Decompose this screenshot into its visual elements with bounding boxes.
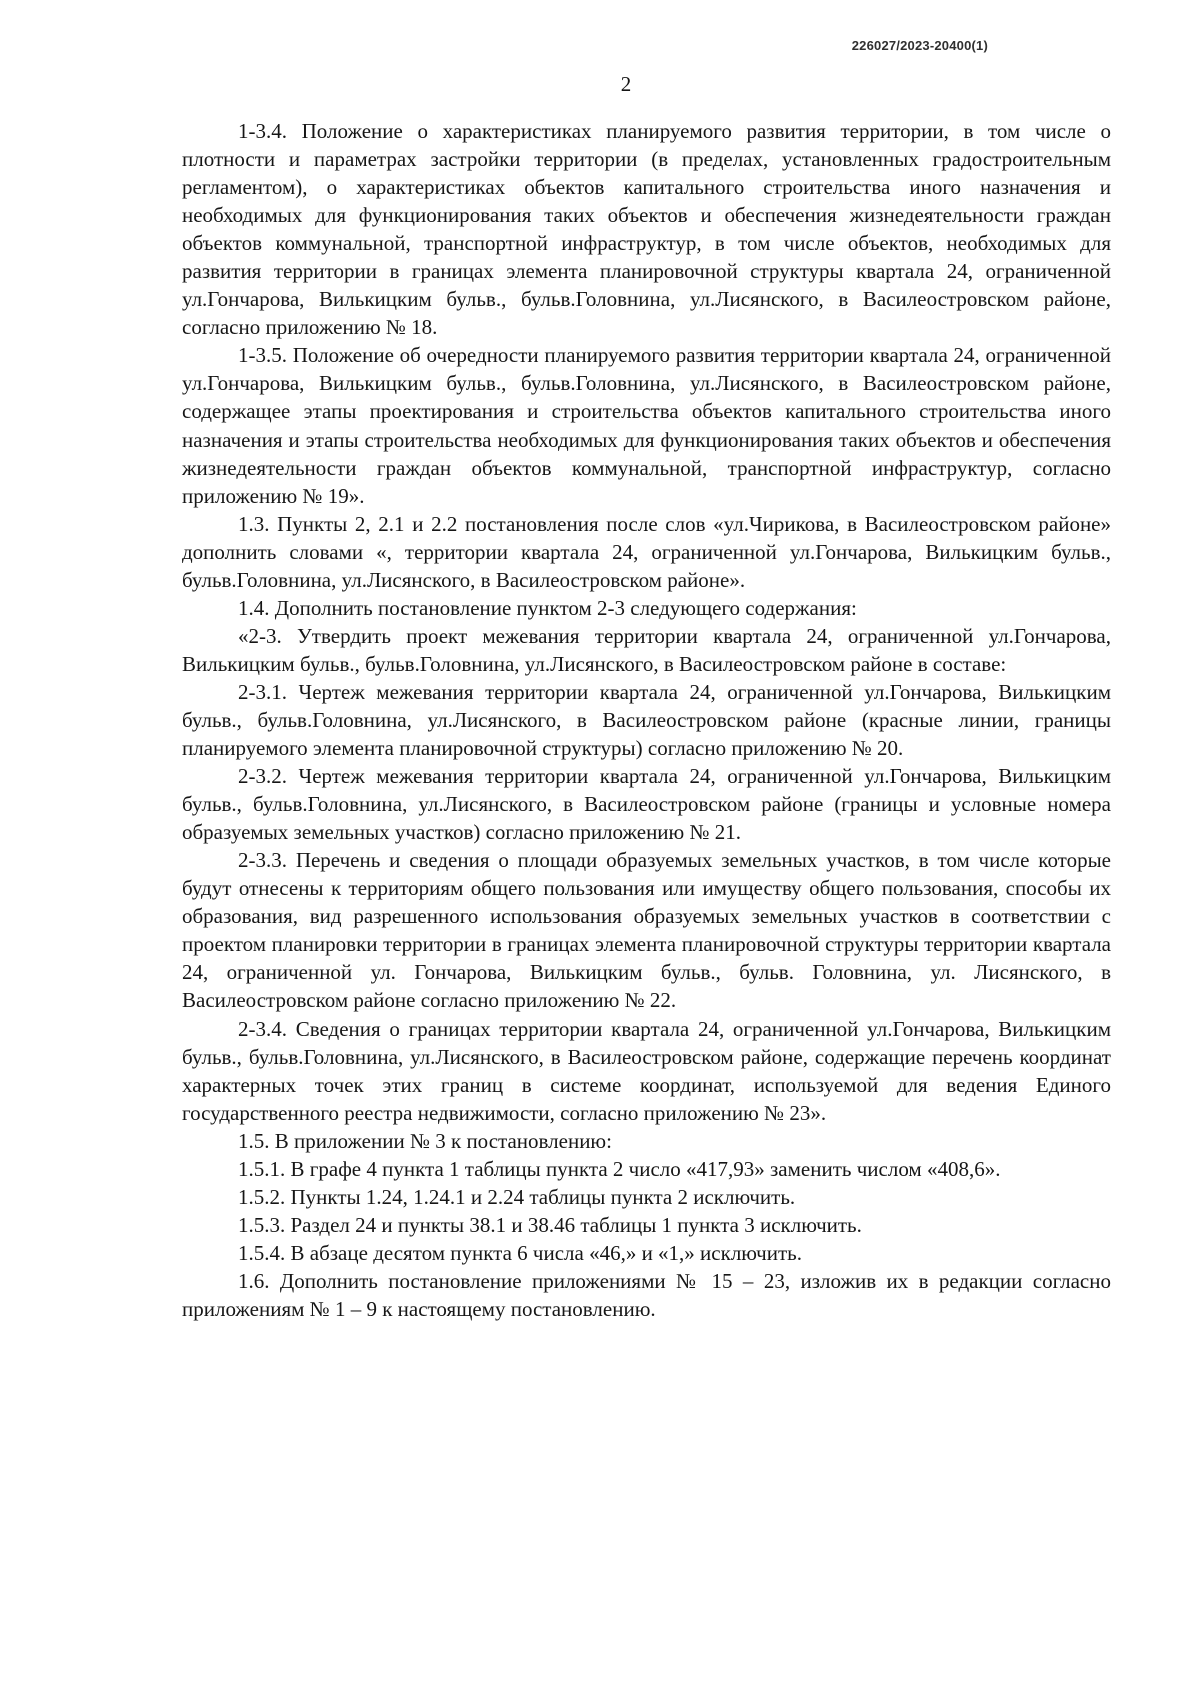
paragraph-1-3-4: 1-3.4. Положение о характеристиках планируемого развития территории, в том числе о плотности и параметрах застройки территории (в пределах, установленных градостроительным регламентом), о характеристиках объектов капитального строительства иного назначения и необходимых для функционирования таких объектов и обеспечения жизнедеятельности граждан объектов коммунальной, транспортной инфраструктур, в том числе объектов, необходимых для развития территории в границах элемента планировочной структуры квартала 24, ограниченной ул.Гончарова, Вилькицким бульв., бульв.Головнина, ул.Лисянского, в Василеостровском районе, согласно приложению № 18. (182, 119, 1111, 340)
paragraph-2-3-3: 2-3.3. Перечень и сведения о площади образуемых земельных участков, в том числе которые будут отнесены к территориям общего пользования или имуществу общего пользования, способы их образования, вид разрешенного использования образуемых земельных участков в соответствии с проектом планировки территории в границах элемента планировочной структуры территории квартала 24, ограниченной ул. Гончарова, Вилькицким бульв., бульв. Головнина, ул. Лисянского, в Василеостровском районе согласно приложению № 22. (182, 848, 1111, 1013)
paragraph-2-3-2: 2-3.2. Чертеж межевания территории квартала 24, ограниченной ул.Гончарова, Вилькицким бульв., бульв.Головнина, ул.Лисянского, в Василеостровском районе (границы и условные номера образуемых земельных участков) согласно приложению № 21. (182, 764, 1111, 845)
document-registration-number: 226027/2023-20400(1) (851, 38, 988, 53)
paragraph-1-6: 1.6. Дополнить постановление приложениями № 15 – 23, изложив их в редакции согласно приложениям № 1 – 9 к настоящему постановлению. (182, 1268, 1111, 1321)
paragraph-2-3-1: 2-3.1. Чертеж межевания территории квартала 24, ограниченной ул.Гончарова, Вилькицким бульв., бульв.Головнина, ул.Лисянского, в Василеостровском районе (красные линии, границы планируемого элемента планировочной структуры) согласно приложению № 20. (182, 679, 1111, 761)
paragraph-2-3-4: 2-3.4. Сведения о границах территории квартала 24, ограниченной ул.Гончарова, Вилькицким бульв., бульв.Головнина, ул.Лисянского, в Василеостровском районе, содержащие перечень координат характерных точек этих границ в системе координат, используемой для ведения Единого государственного реестра недвижимости, согласно приложению № 23». (182, 1016, 1111, 1125)
paragraph-1-3: 1.3. Пункты 2, 2.1 и 2.2 постановления после слов «ул.Чирикова, в Василеостровском районе» дополнить словами «, территории квартала 24, ограниченной ул.Гончарова, Вилькицким бульв., бульв.Головнина, ул.Лисянского, в Василеостровском районе». (182, 511, 1111, 592)
paragraph-1-5-3: 1.5.3. Раздел 24 и пункты 38.1 и 38.46 таблицы 1 пункта 3 исключить. (238, 1212, 862, 1237)
paragraph-1-5: 1.5. В приложении № 3 к постановлению: (238, 1128, 612, 1153)
document-body (182, 117, 1111, 1323)
paragraph-2-3: «2-3. Утвердить проект межевания территории квартала 24, ограниченной ул.Гончарова, Вилькицким бульв., бульв.Головнина, ул.Лисянского, в Василеостровском районе в составе: (182, 623, 1111, 676)
paragraph-1-5-1: 1.5.1. В графе 4 пункта 1 таблицы пункта 2 число «417,93» заменить числом «408,6». (238, 1156, 1001, 1181)
paragraph-1-5-2: 1.5.2. Пункты 1.24, 1.24.1 и 2.24 таблицы пункта 2 исключить. (238, 1184, 796, 1209)
paragraph-1-4: 1.4. Дополнить постановление пунктом 2-3 следующего содержания: (238, 595, 857, 620)
paragraph-1-3-5: 1-3.5. Положение об очередности планируемого развития территории квартала 24, ограниченной ул.Гончарова, Вилькицким бульв., бульв.Головнина, ул.Лисянского, в Василеостровском районе, содержащее этапы проектирования и строительства объектов капитального строительства иного назначения и этапы строительства необходимых для функционирования таких объектов и обеспечения жизнедеятельности граждан объектов коммунальной, транспортной инфраструктур, согласно приложению № 19». (182, 343, 1111, 508)
page-number: 2 (620, 72, 632, 96)
paragraph-1-5-4: 1.5.4. В абзаце десятом пункта 6 числа «46,» и «1,» исключить. (238, 1240, 802, 1265)
